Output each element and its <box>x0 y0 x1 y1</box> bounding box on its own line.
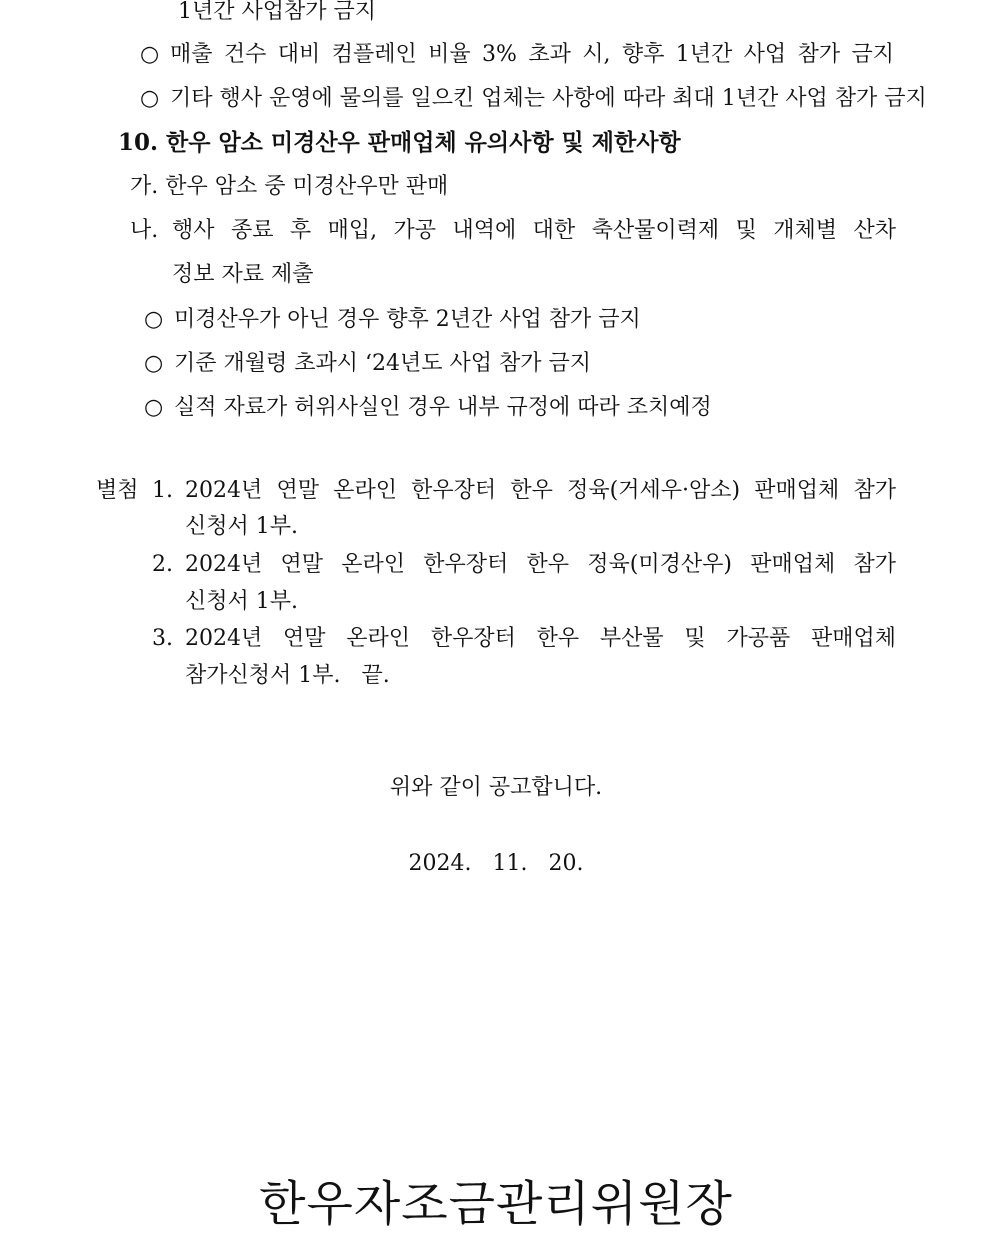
bullet-marker: ○ <box>144 307 164 332</box>
annex-item-number: 1. <box>152 478 173 503</box>
closing-statement: 위와 같이 공고합니다. <box>389 775 603 800</box>
item-na-text-line1: 행사 종료 후 매입, 가공 내역에 대한 축산물이력제 및 개체별 산차 <box>172 218 896 243</box>
item-ga <box>130 172 448 202</box>
bullet-false-records <box>144 393 712 423</box>
annex-label: 별첨 <box>96 478 139 503</box>
annex-item-2-line2: 신청서 1부. <box>185 589 298 614</box>
annex-item-1-line1: 2024년 연말 온라인 한우장터 한우 정육(거세우·암소) 판매업체 참가 <box>185 478 896 503</box>
item-marker: 가. <box>130 174 159 199</box>
bullet-text: 미경산우가 아닌 경우 향후 2년간 사업 참가 금지 <box>174 307 641 332</box>
annex-item-3-line2: 참가신청서 1부. 끝. <box>185 663 390 688</box>
item-na-marker: 나. <box>130 218 159 243</box>
bullet-text: 기준 개월령 초과시 ‘24년도 사업 참가 금지 <box>174 351 591 376</box>
annex-item-number: 3. <box>152 626 173 651</box>
issuer-signature: 한우자조금관리위원장 <box>259 1176 733 1232</box>
section-heading: 10. 한우 암소 미경산우 판매업체 유의사항 및 제한사항 <box>118 129 681 156</box>
bullet-marker: ○ <box>144 395 164 420</box>
bullet-complaint-ratio <box>140 40 894 70</box>
bullet-marker: ○ <box>140 42 160 67</box>
item-text: 한우 암소 중 미경산우만 판매 <box>165 174 449 199</box>
item-na-text-line2: 정보 자료 제출 <box>172 262 314 287</box>
annex-item-1-line2: 신청서 1부. <box>185 514 298 539</box>
bullet-text: 기타 행사 운영에 물의를 일으킨 업체는 사항에 따라 최대 1년간 사업 참가 금지 <box>170 86 927 111</box>
bullet-marker: ○ <box>140 86 160 111</box>
bullet-age-limit <box>144 349 591 379</box>
bullet-event-misconduct <box>140 84 927 114</box>
bullet-non-heifer <box>144 305 641 335</box>
notice-date: 2024. 11. 20. <box>408 851 584 876</box>
annex-item-3-line1: 2024년 연말 온라인 한우장터 한우 부산물 및 가공품 판매업체 <box>185 626 896 651</box>
bullet-text: 매출 건수 대비 컴플레인 비율 3% 초과 시, 향후 1년간 사업 참가 금지 <box>170 42 894 67</box>
continuation-text: 1년간 사업참가 금지 <box>178 0 376 24</box>
annex-item-number: 2. <box>152 552 173 577</box>
bullet-text: 실적 자료가 허위사실인 경우 내부 규정에 따라 조치예정 <box>174 395 712 420</box>
bullet-marker: ○ <box>144 351 164 376</box>
annex-item-2-line1: 2024년 연말 온라인 한우장터 한우 정육(미경산우) 판매업체 참가 <box>185 552 896 577</box>
